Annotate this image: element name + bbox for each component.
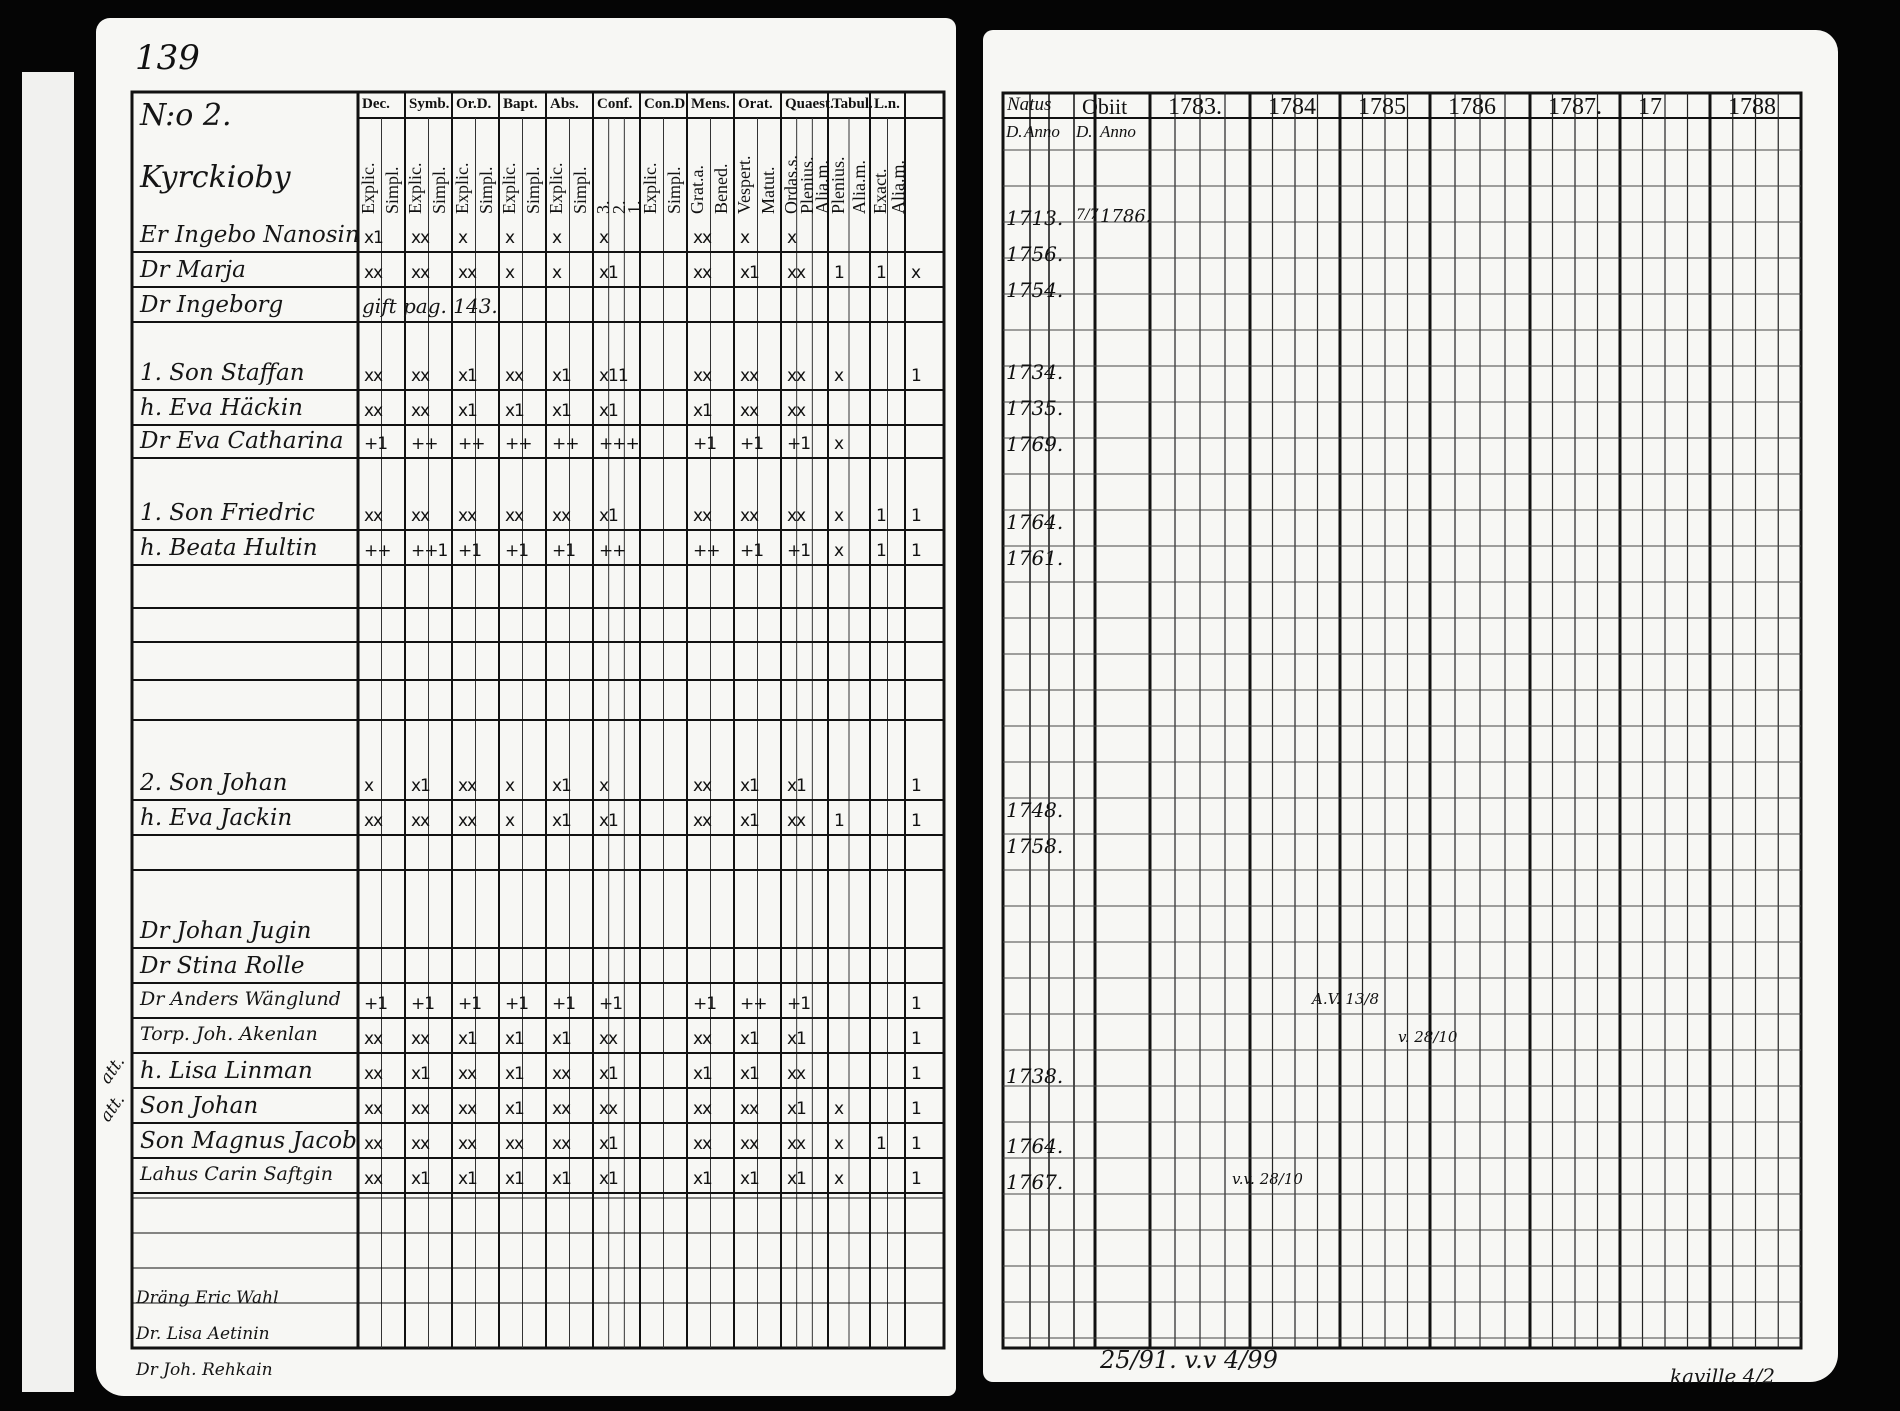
knowledge-mark: xx — [787, 1064, 806, 1084]
column-sub-header: Explic. — [358, 162, 378, 214]
knowledge-mark: x1 — [740, 1064, 759, 1084]
knowledge-mark: x1 — [599, 1064, 618, 1084]
knowledge-mark: x1 — [364, 228, 383, 248]
knowledge-mark: xx — [364, 401, 383, 421]
knowledge-mark: xx — [458, 1099, 477, 1119]
knowledge-mark: xx — [740, 401, 759, 421]
knowledge-mark: x1 — [552, 776, 571, 796]
right-table-frame — [1003, 93, 1801, 1348]
year-header: 1785 — [1358, 94, 1406, 120]
knowledge-mark: xx — [693, 776, 712, 796]
knowledge-mark: x1 — [787, 1029, 806, 1049]
person-name: Lahus Carin Saftgin — [140, 1163, 333, 1185]
person-name: Torp. Joh. Akenlan — [140, 1023, 318, 1045]
knowledge-mark: xx — [458, 776, 477, 796]
birth-year: 1767. — [1006, 1170, 1064, 1194]
obiit-header: Obiit — [1082, 94, 1128, 119]
knowledge-mark: x — [505, 811, 515, 831]
column-sub-header: 1. — [624, 200, 645, 214]
knowledge-mark: x1 — [740, 263, 759, 283]
knowledge-mark: xx — [693, 506, 712, 526]
column-sub-header: Simpl. — [663, 166, 684, 214]
column-sub-header: Simpl. — [428, 166, 449, 214]
knowledge-mark: xx — [552, 1099, 571, 1119]
column-group-header: Con.D — [644, 96, 686, 112]
knowledge-mark: +1 — [505, 541, 529, 561]
household-number: N:o 2. — [140, 98, 232, 133]
obiit-day-header: D. — [1076, 122, 1093, 141]
knowledge-mark: x — [552, 263, 562, 283]
cross-reference-note: gift pag. 143. — [362, 294, 498, 318]
knowledge-mark: xx — [693, 1134, 712, 1154]
person-name: Dr Eva Catharina — [140, 428, 344, 454]
knowledge-mark: xx — [458, 811, 477, 831]
knowledge-mark: xx — [411, 228, 430, 248]
knowledge-mark: x1 — [740, 1169, 759, 1189]
knowledge-mark: x1 — [599, 506, 618, 526]
column-sub-header: Simpl. — [522, 166, 543, 214]
knowledge-mark: +1 — [552, 541, 576, 561]
death-year: 1786. — [1100, 206, 1152, 227]
annotation: A.V. 13/8 — [1312, 990, 1380, 1008]
knowledge-mark: x1 — [740, 1029, 759, 1049]
knowledge-mark: 1 — [911, 776, 921, 796]
knowledge-mark: xx — [787, 263, 806, 283]
knowledge-mark: 1 — [834, 811, 844, 831]
knowledge-mark: 1 — [834, 263, 844, 283]
birth-year: 1764. — [1006, 1134, 1064, 1158]
knowledge-mark: xx — [693, 228, 712, 248]
column-sub-header: Explic. — [546, 162, 566, 214]
knowledge-mark: x — [505, 776, 515, 796]
knowledge-mark: x1 — [505, 1029, 524, 1049]
column-sub-header: Vespert. — [734, 155, 754, 214]
natus-year-header: Anno — [1024, 122, 1060, 141]
knowledge-mark: +1 — [505, 994, 529, 1014]
knowledge-mark: 1 — [911, 994, 921, 1014]
knowledge-mark: xx — [364, 1134, 383, 1154]
knowledge-mark: xx — [552, 1134, 571, 1154]
column-sub-header: Alia.m. — [812, 160, 833, 214]
column-sub-header: 2. — [608, 200, 629, 214]
right-row-lines — [1003, 150, 1801, 1338]
knowledge-mark: x1 — [552, 811, 571, 831]
knowledge-mark: x1 — [411, 1064, 430, 1084]
column-group-header: Abs. — [550, 96, 579, 112]
year-header: 1788 — [1728, 94, 1776, 120]
corner-note: kaville 4/2 — [1670, 1364, 1775, 1388]
column-sub-header: Ordas.s. — [781, 155, 801, 214]
knowledge-mark: xx — [599, 1029, 618, 1049]
knowledge-mark: +1 — [787, 434, 811, 454]
birth-year: 1756. — [1006, 242, 1064, 266]
birth-year: 1769. — [1006, 432, 1064, 456]
knowledge-mark: x — [834, 541, 844, 561]
knowledge-mark: xx — [693, 263, 712, 283]
year-header: 1787. — [1548, 94, 1602, 120]
birth-year: 1758. — [1006, 834, 1064, 858]
knowledge-mark: 1 — [876, 1134, 886, 1154]
knowledge-mark: +1 — [693, 994, 717, 1014]
knowledge-mark: x — [834, 1134, 844, 1154]
column-sub-header: Simpl. — [569, 166, 590, 214]
knowledge-mark: 1 — [876, 541, 886, 561]
knowledge-mark: x1 — [787, 1169, 806, 1189]
column-sub-header: Explic. — [640, 162, 660, 214]
knowledge-mark: 1 — [911, 1134, 921, 1154]
knowledge-mark: xx — [411, 506, 430, 526]
birth-year: 1761. — [1006, 546, 1064, 570]
natus-day-header: D. — [1006, 122, 1023, 141]
knowledge-mark: x1 — [599, 1134, 618, 1154]
column-sub-header: 3. — [593, 200, 613, 214]
column-sub-header: Simpl. — [475, 166, 496, 214]
knowledge-mark: xx — [740, 366, 759, 386]
knowledge-mark: x1 — [552, 366, 571, 386]
knowledge-mark: 1 — [911, 541, 921, 561]
knowledge-mark: xx — [787, 366, 806, 386]
knowledge-mark: xx — [693, 1029, 712, 1049]
knowledge-mark: xx — [411, 401, 430, 421]
knowledge-mark: xx — [458, 1134, 477, 1154]
year-header: 1783. — [1168, 94, 1222, 120]
knowledge-mark: xx — [740, 1099, 759, 1119]
person-name: Dr Marja — [140, 257, 246, 283]
knowledge-mark: x — [458, 228, 468, 248]
knowledge-mark: x — [505, 228, 515, 248]
knowledge-mark: xx — [364, 506, 383, 526]
column-group-header: Mens. — [691, 96, 730, 112]
page-number: 139 — [135, 38, 200, 78]
knowledge-mark: ++ — [693, 541, 720, 561]
knowledge-mark: +1 — [693, 434, 717, 454]
obiit-year-header: Anno — [1100, 122, 1136, 141]
knowledge-mark: xx — [364, 263, 383, 283]
knowledge-mark: x1 — [505, 1169, 524, 1189]
knowledge-mark: +1 — [787, 541, 811, 561]
knowledge-mark: x — [787, 228, 797, 248]
knowledge-mark: x — [552, 228, 562, 248]
knowledge-mark: xx — [364, 811, 383, 831]
knowledge-mark: x1 — [693, 1169, 712, 1189]
column-sub-header: Plenius. — [796, 156, 817, 214]
column-sub-header: Plenius. — [828, 156, 848, 214]
knowledge-mark: xx — [458, 1064, 477, 1084]
knowledge-mark: xx — [411, 1029, 430, 1049]
column-sub-header: Alia.m. — [887, 160, 908, 214]
knowledge-mark: x — [740, 228, 750, 248]
knowledge-mark: xx — [552, 506, 571, 526]
footer-name: Dr Joh. Rehkain — [136, 1360, 273, 1380]
knowledge-mark: ++ — [411, 434, 438, 454]
knowledge-mark: x1 — [787, 776, 806, 796]
knowledge-mark: xx — [693, 1099, 712, 1119]
knowledge-mark: +1 — [740, 541, 764, 561]
knowledge-mark: xx — [599, 1099, 618, 1119]
knowledge-mark: 1 — [911, 1099, 921, 1119]
knowledge-mark: xx — [505, 1134, 524, 1154]
knowledge-mark: xx — [411, 366, 430, 386]
knowledge-mark: ++ — [505, 434, 532, 454]
knowledge-mark: xx — [364, 1064, 383, 1084]
knowledge-mark: +1 — [411, 994, 435, 1014]
knowledge-mark: 1 — [911, 1029, 921, 1049]
knowledge-mark: x — [364, 776, 374, 796]
knowledge-mark: x1 — [552, 401, 571, 421]
knowledge-mark: x1 — [458, 1169, 477, 1189]
knowledge-mark: ++1 — [411, 541, 448, 561]
column-group-header: Conf. — [597, 96, 633, 112]
right-column-lines — [1030, 93, 1778, 1348]
knowledge-mark: xx — [411, 263, 430, 283]
knowledge-mark: +1 — [552, 994, 576, 1014]
birth-year: 1748. — [1006, 798, 1064, 822]
knowledge-mark: 1 — [911, 1064, 921, 1084]
knowledge-mark: 1 — [911, 506, 921, 526]
knowledge-mark: xx — [364, 1029, 383, 1049]
birth-year: 1734. — [1006, 360, 1064, 384]
column-sub-header: Explic. — [452, 162, 472, 214]
knowledge-mark: xx — [364, 1169, 383, 1189]
knowledge-mark: x1 — [740, 776, 759, 796]
person-name: Son Magnus Jacob — [140, 1128, 357, 1154]
person-name: 1. Son Friedric — [140, 500, 315, 526]
knowledge-mark: x1 — [599, 1169, 618, 1189]
knowledge-mark: x — [834, 1169, 844, 1189]
birth-year: 1735. — [1006, 396, 1064, 420]
column-sub-header: Simpl. — [381, 166, 402, 214]
column-group-header: Symb. — [409, 96, 450, 112]
knowledge-mark: xx — [505, 506, 524, 526]
knowledge-mark: xx — [458, 263, 477, 283]
column-sub-header: Explic. — [405, 162, 425, 214]
year-header: 1786 — [1448, 94, 1496, 120]
column-group-header: Orat. — [738, 96, 773, 112]
year-header: 1784 — [1268, 94, 1316, 120]
column-group-header: Dec. — [362, 96, 390, 112]
knowledge-mark: x1 — [411, 1169, 430, 1189]
knowledge-mark: xx — [364, 366, 383, 386]
knowledge-mark: x1 — [599, 263, 618, 283]
knowledge-mark: x1 — [552, 1029, 571, 1049]
household-place: Kyrckioby — [140, 160, 291, 195]
death-day: 7/7 — [1076, 207, 1099, 223]
knowledge-mark: x1 — [599, 811, 618, 831]
knowledge-mark: x — [834, 1099, 844, 1119]
knowledge-mark: x1 — [505, 401, 524, 421]
knowledge-mark: x — [505, 263, 515, 283]
annotation: v.v. 28/10 — [1232, 1170, 1303, 1188]
person-name: Dr Johan Jugin — [140, 918, 312, 944]
person-name: Son Johan — [140, 1093, 259, 1119]
footer-name: Dräng Eric Wahl — [136, 1288, 279, 1308]
knowledge-mark: +1 — [787, 994, 811, 1014]
knowledge-mark: +1 — [458, 994, 482, 1014]
knowledge-mark: xx — [364, 1099, 383, 1119]
knowledge-mark: 1 — [876, 263, 886, 283]
person-name: h. Eva Jackin — [140, 805, 293, 831]
knowledge-mark: xx — [411, 1099, 430, 1119]
knowledge-mark: x — [834, 366, 844, 386]
knowledge-mark: +1 — [458, 541, 482, 561]
column-sub-header: Matut. — [757, 166, 778, 214]
person-name: h. Beata Hultin — [140, 535, 318, 561]
person-name: Dr Anders Wänglund — [140, 988, 341, 1010]
bottom-note: 25/91. v.v 4/99 — [1100, 1346, 1278, 1374]
knowledge-mark: x1 — [458, 1029, 477, 1049]
knowledge-mark: x1 — [740, 811, 759, 831]
knowledge-mark: ++ — [552, 434, 579, 454]
knowledge-mark: xx — [787, 401, 806, 421]
knowledge-mark: +1 — [599, 994, 623, 1014]
knowledge-mark: xx — [787, 1134, 806, 1154]
margin-note: att. — [96, 1090, 130, 1126]
natus-header: Natus — [1007, 94, 1052, 115]
knowledge-mark: ++ — [599, 541, 626, 561]
knowledge-mark: xx — [693, 366, 712, 386]
knowledge-mark: +1 — [364, 434, 388, 454]
birth-year: 1713. — [1006, 206, 1064, 230]
year-header: 17 — [1638, 94, 1662, 120]
knowledge-mark: x — [834, 506, 844, 526]
person-name: Dr Stina Rolle — [140, 953, 305, 979]
column-sub-header: Exact. — [870, 168, 890, 214]
knowledge-mark: x1 — [599, 401, 618, 421]
knowledge-mark: xx — [411, 1134, 430, 1154]
knowledge-mark: ++ — [740, 994, 767, 1014]
knowledge-mark: x1 — [458, 401, 477, 421]
knowledge-mark: x — [599, 228, 609, 248]
column-group-header: Or.D. — [456, 96, 492, 112]
column-sub-header: Alia.m. — [849, 160, 869, 214]
knowledge-mark: x — [834, 434, 844, 454]
annotation: v. 28/10 — [1398, 1028, 1458, 1046]
knowledge-mark: +++ — [599, 434, 639, 454]
knowledge-mark: x — [599, 776, 609, 796]
knowledge-mark: ++ — [458, 434, 485, 454]
person-name: h. Lisa Linman — [140, 1058, 313, 1084]
knowledge-mark: x1 — [552, 1169, 571, 1189]
column-group-header: L.n. — [874, 96, 900, 112]
person-name: 2. Son Johan — [140, 770, 288, 796]
knowledge-mark: xx — [787, 506, 806, 526]
knowledge-mark: +1 — [364, 994, 388, 1014]
footer-name: Dr. Lisa Aetinin — [136, 1324, 270, 1344]
knowledge-mark: xx — [693, 811, 712, 831]
knowledge-mark: xx — [552, 1064, 571, 1084]
margin-note: att. — [96, 1052, 130, 1088]
knowledge-mark: xx — [740, 1134, 759, 1154]
column-sub-header: Grat.a. — [687, 165, 707, 214]
knowledge-mark: ++ — [364, 541, 391, 561]
knowledge-mark: xx — [505, 366, 524, 386]
person-name: Dr Ingeborg — [140, 292, 284, 318]
knowledge-mark: x11 — [599, 366, 628, 386]
knowledge-mark: 1 — [911, 366, 921, 386]
knowledge-mark: 1 — [911, 1169, 921, 1189]
person-name: h. Eva Häckin — [140, 395, 303, 421]
birth-year: 1764. — [1006, 510, 1064, 534]
knowledge-mark: x1 — [693, 1064, 712, 1084]
column-group-header: Bapt. — [503, 96, 538, 112]
knowledge-mark: x1 — [505, 1099, 524, 1119]
knowledge-mark: x1 — [787, 1099, 806, 1119]
knowledge-mark: x — [911, 263, 921, 283]
column-group-header: Quaest. — [785, 96, 834, 112]
knowledge-mark: 1 — [876, 506, 886, 526]
knowledge-mark: xx — [411, 811, 430, 831]
column-sub-header: Bened. — [710, 163, 731, 214]
column-group-header: Tabul. — [832, 96, 873, 112]
knowledge-mark: x1 — [693, 401, 712, 421]
knowledge-mark: xx — [787, 811, 806, 831]
knowledge-mark: xx — [458, 506, 477, 526]
knowledge-mark: 1 — [911, 811, 921, 831]
birth-year: 1754. — [1006, 278, 1064, 302]
knowledge-mark: x1 — [458, 366, 477, 386]
knowledge-mark: +1 — [740, 434, 764, 454]
knowledge-mark: xx — [740, 506, 759, 526]
knowledge-mark: x1 — [505, 1064, 524, 1084]
knowledge-mark: x1 — [411, 776, 430, 796]
person-name: 1. Son Staffan — [140, 360, 305, 386]
birth-year: 1738. — [1006, 1064, 1064, 1088]
person-name: Er Ingebo Nanosin — [140, 222, 360, 248]
column-sub-header: Explic. — [499, 162, 519, 214]
